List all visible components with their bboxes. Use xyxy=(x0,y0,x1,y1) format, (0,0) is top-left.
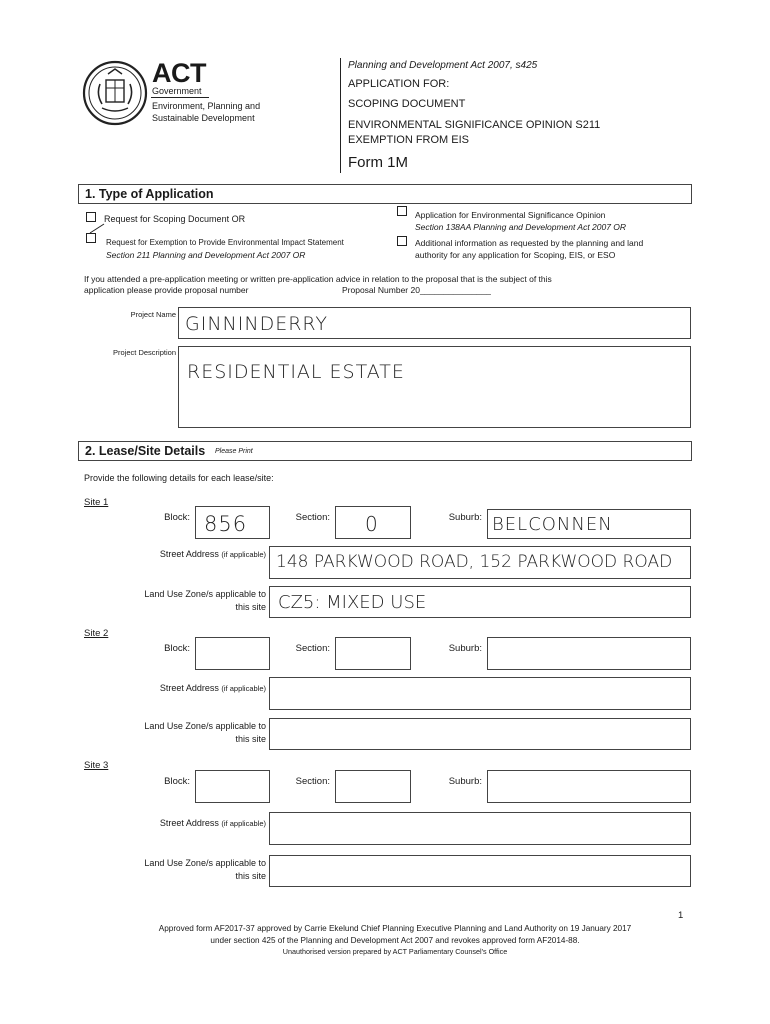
site3-section-field[interactable] xyxy=(335,770,411,803)
section1-header xyxy=(78,184,692,204)
section2-title-note: Please Print xyxy=(215,448,253,455)
site1-street-label xyxy=(80,549,266,559)
site1-street-field[interactable] xyxy=(269,546,691,579)
site1-street-label-text: Street Address xyxy=(159,549,219,559)
site1-zone-field[interactable] xyxy=(269,586,691,618)
project-name-value: GINNINDERRY xyxy=(185,313,328,335)
site2-section-label: Section: xyxy=(295,643,330,654)
site3-block-field[interactable] xyxy=(195,770,270,803)
site3-street-label-note: (if applicable) xyxy=(221,819,266,828)
site2-block-label: Block: xyxy=(164,643,190,654)
site1-zone-label-line1: Land Use Zone/s applicable to xyxy=(144,589,266,599)
dept-line2: Sustainable Development xyxy=(152,113,255,123)
site1-street-value: 148 PARKWOOD ROAD, 152 PARKWOOD ROAD xyxy=(276,552,673,572)
tick-mark-icon xyxy=(88,222,106,236)
eso-label-line2: Section 138AA Planning and Development Act 2007 OR xyxy=(415,222,627,232)
footer-line1: Approved form AF2017-37 approved by Carrie Ekelund Chief Planning Executive Planning and Land Authority on 19 January 2017 xyxy=(158,924,632,933)
site1-block-field[interactable] xyxy=(195,506,270,539)
eso-label-line1: Application for Environmental Significance Opinion xyxy=(415,210,606,220)
site3-street-label xyxy=(80,818,266,828)
site1-street-label-note: (if applicable) xyxy=(221,550,266,559)
project-description-value: RESIDENTIAL ESTATE xyxy=(187,361,405,383)
site1-block-label: Block: xyxy=(164,512,190,523)
eis-exemption-label-line1: Request for Exemption to Provide Environmental Impact Statement xyxy=(106,238,344,247)
logo-text: ACT xyxy=(152,58,206,88)
site2-section-field[interactable] xyxy=(335,637,411,670)
act-reference: Planning and Development Act 2007, s425 xyxy=(348,60,538,71)
site3-suburb-field[interactable] xyxy=(487,770,691,803)
dept-line1: Environment, Planning and xyxy=(152,101,261,111)
project-name-field[interactable] xyxy=(178,307,691,339)
additional-info-line1: Additional information as requested by the planning and land xyxy=(415,238,644,248)
site2-street-label-note: (if applicable) xyxy=(221,684,266,693)
site2-suburb-field[interactable] xyxy=(487,637,691,670)
section2-header xyxy=(78,441,692,461)
site3-zone-label-line1: Land Use Zone/s applicable to xyxy=(144,858,266,868)
project-description-label: Project Description xyxy=(113,348,176,357)
header-line2: ENVIRONMENTAL SIGNIFICANCE OPINION S211 xyxy=(348,119,601,131)
eso-checkbox[interactable] xyxy=(397,206,407,216)
site3-suburb-label: Suburb: xyxy=(448,776,482,787)
site2-zone-label-line2: this site xyxy=(235,734,266,744)
site2-zone-label-line1: Land Use Zone/s applicable to xyxy=(144,721,266,731)
site3-street-field[interactable] xyxy=(269,812,691,845)
project-name-label: Project Name xyxy=(130,310,176,319)
site3-zone-field[interactable] xyxy=(269,855,691,887)
header-line1: SCOPING DOCUMENT xyxy=(348,98,466,110)
additional-info-checkbox[interactable] xyxy=(397,236,407,246)
site2-zone-field[interactable] xyxy=(269,718,691,750)
act-logo xyxy=(82,60,148,126)
site2-street-label-text: Street Address xyxy=(159,683,219,693)
site1-zone-label-line2: this site xyxy=(235,602,266,612)
application-for: APPLICATION FOR: xyxy=(348,78,450,90)
site1-suburb-label: Suburb: xyxy=(448,512,482,523)
site2-block-field[interactable] xyxy=(195,637,270,670)
section2-title: 2. Lease/Site Details xyxy=(85,444,206,458)
eis-exemption-label-line2: Section 211 Planning and Development Act 2007 OR xyxy=(106,250,306,260)
site3-zone-label-line2: this site xyxy=(235,871,266,881)
site3-section-label: Section: xyxy=(295,776,330,787)
site3-title: Site 3 xyxy=(84,760,109,771)
form-number: Form 1M xyxy=(348,154,408,171)
site1-block-value: 856 xyxy=(204,512,248,536)
site2-street-field[interactable] xyxy=(269,677,691,710)
site1-section-value: 0 xyxy=(365,512,379,536)
site1-section-field[interactable] xyxy=(335,506,411,539)
site1-title: Site 1 xyxy=(84,497,109,508)
coat-of-arms-icon xyxy=(82,60,148,126)
site2-title: Site 2 xyxy=(84,628,109,639)
header-line3: EXEMPTION FROM EIS xyxy=(348,134,470,146)
site3-block-label: Block: xyxy=(164,776,190,787)
site1-suburb-value: BELCONNEN xyxy=(492,514,613,535)
site1-suburb-field[interactable] xyxy=(487,509,691,539)
footer-line3: Unauthorised version prepared by ACT Parliamentary Counsel's Office xyxy=(282,947,508,956)
site2-street-label xyxy=(80,683,266,693)
section1-title: 1. Type of Application xyxy=(85,187,214,201)
page-number: 1 xyxy=(678,910,684,921)
prelodge-text-line2: application please provide proposal number xyxy=(84,285,249,295)
prelodge-text-line1: If you attended a pre-application meeting or written pre-application advice in relation to the proposal that is the subject of this xyxy=(84,274,552,284)
additional-info-line2: authority for any application for Scoping, EIS, or ESO xyxy=(415,250,616,260)
scoping-label: Request for Scoping Document OR xyxy=(104,214,246,224)
section2-intro: Provide the following details for each lease/site: xyxy=(84,473,274,483)
scoping-checkbox[interactable] xyxy=(86,212,96,222)
project-description-field[interactable] xyxy=(178,346,691,428)
site3-street-label-text: Street Address xyxy=(159,818,219,828)
site1-section-label: Section: xyxy=(295,512,330,523)
proposal-number-label[interactable]: Proposal Number 20_______________ xyxy=(342,285,491,295)
footer-line2: under section 425 of the Planning and Development Act 2007 and revokes approved form AF2014-88. xyxy=(210,936,580,945)
site2-suburb-label: Suburb: xyxy=(448,643,482,654)
site1-zone-value: CZ5: MIXED USE xyxy=(278,592,427,613)
logo-subtext: Government xyxy=(152,86,202,96)
